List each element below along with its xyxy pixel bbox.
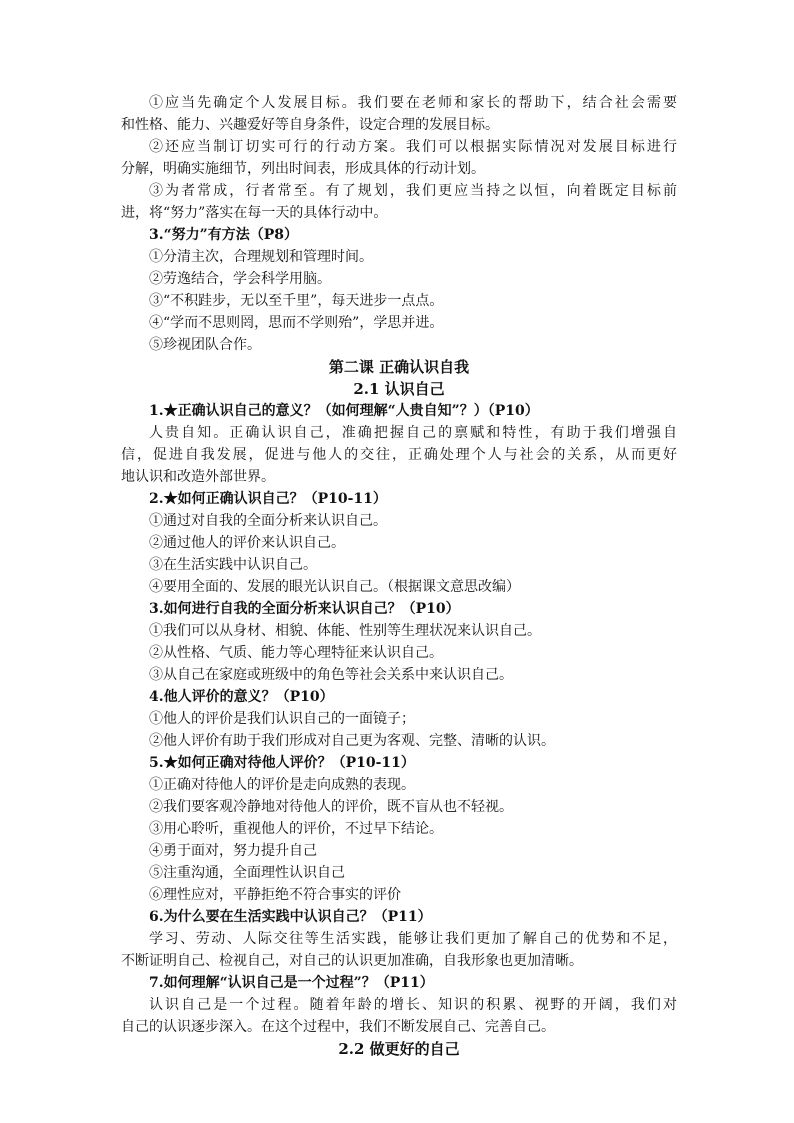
text-line: ①正确对待他人的评价是走向成熟的表现。 <box>149 777 415 793</box>
text-line: ⑥理性应对，平静拒绝不符合事实的评价 <box>149 887 401 903</box>
text-line: 不断证明自己、检视自己，对自己的认识更加准确，自我形象也更加清晰。 <box>121 953 583 969</box>
text-line: ④要用全面的、发展的眼光认识自己。（根据课文意思改编） <box>149 579 520 595</box>
text-line: ③从自己在家庭或班级中的角色等社会关系中来认识自己。 <box>149 667 513 683</box>
text-line: ②我们要客观冷静地对待他人的评价，既不盲从也不轻视。 <box>149 799 513 815</box>
lesson-title: 第二课 正确认识自我 <box>328 358 470 376</box>
text-line: ①通过对自我的全面分析来认识自己。 <box>149 513 387 529</box>
text-line: ②通过他人的评价来认识自己。 <box>149 535 345 551</box>
text-line: ①分清主次，合理规划和管理时间。 <box>149 249 373 265</box>
text-line: 地认识和改造外部世界。 <box>121 469 275 485</box>
text-line: ⑤珍视团队合作。 <box>149 337 261 353</box>
text-line: ③“不积跬步，无以至千里”，每天进步一点点。 <box>149 293 444 309</box>
text-line: ③用心聆听，重视他人的评价，不过早下结论。 <box>149 821 443 837</box>
text-line: 信，促进自我发展，促进与他人的交往，正确处理个人与社会的关系，从而更好 <box>121 447 677 463</box>
text-line: ①应当先确定个人发展目标。我们要在老师和家长的帮助下，结合社会需要 <box>149 95 677 111</box>
text-line: ②劳逸结合，学会科学用脑。 <box>149 271 331 287</box>
question-heading: 3.“努力”有方法（P8） <box>149 227 298 243</box>
question-heading: 4.他人评价的意义？（P10） <box>149 689 334 705</box>
text-line: ⑤注重沟通，全面理性认识自己 <box>149 865 345 881</box>
text-line: 认识自己是一个过程。随着年龄的增长、知识的积累、视野的开阔，我们对 <box>149 997 677 1013</box>
text-line: ①他人的评价是我们认识自己的一面镜子； <box>149 711 415 727</box>
document-body <box>121 92 677 1060</box>
text-line: 和性格、能力、兴趣爱好等自身条件，设定合理的发展目标。 <box>121 117 499 133</box>
text-line: ②从性格、气质、能力等心理特征来认识自己。 <box>149 645 443 661</box>
text-line: 进，将“努力”落实在每一天的具体行动中。 <box>121 205 388 221</box>
text-line: ②他人评价有助于我们形成对自己更为客观、完整、清晰的认识。 <box>149 733 555 749</box>
section-title: 2.2 做更好的自己 <box>338 1040 460 1058</box>
question-heading: 5.★如何正确对待他人评价？（P10-11） <box>149 755 415 771</box>
question-heading: 3.如何进行自我的全面分析来认识自己？（P10） <box>149 601 460 617</box>
text-line: 人贵自知。正确认识自己，准确把握自己的禀赋和特性，有助于我们增强自 <box>149 425 677 441</box>
text-line: 自己的认识逐步深入。在这个过程中，我们不断发展自己、完善自己。 <box>121 1019 555 1035</box>
text-line: ③在生活实践中认识自己。 <box>149 557 317 573</box>
text-line: ④“学而不思则罔，思而不学则殆”，学思并进。 <box>149 315 444 331</box>
section-title: 2.1 认识自己 <box>353 380 445 398</box>
question-heading: 2.★如何正确认识自己？（P10-11） <box>149 491 387 507</box>
text-line: ②还应当制订切实可行的行动方案。我们可以根据实际情况对发展目标进行 <box>149 139 677 155</box>
text-line: ③为者常成，行者常至。有了规划，我们更应当持之以恒，向着既定目标前 <box>149 183 677 199</box>
text-line: ④勇于面对，努力提升自己 <box>149 843 317 859</box>
text-line: 学习、劳动、人际交往等生活实践，能够让我们更加了解自己的优势和不足， <box>149 931 677 947</box>
question-heading: 6.为什么要在生活实践中认识自己？（P11） <box>149 909 432 925</box>
text-line: 分解，明确实施细节，列出时间表，形成具体的行动计划。 <box>121 161 485 177</box>
question-heading: 7.如何理解“认识自己是一个过程”？（P11） <box>149 975 434 991</box>
text-line: ①我们可以从身材、相貌、体能、性别等生理状况来认识自己。 <box>149 623 541 639</box>
question-heading: 1.★正确认识自己的意义？（如何理解“人贵自知”？）（P10） <box>149 403 539 419</box>
